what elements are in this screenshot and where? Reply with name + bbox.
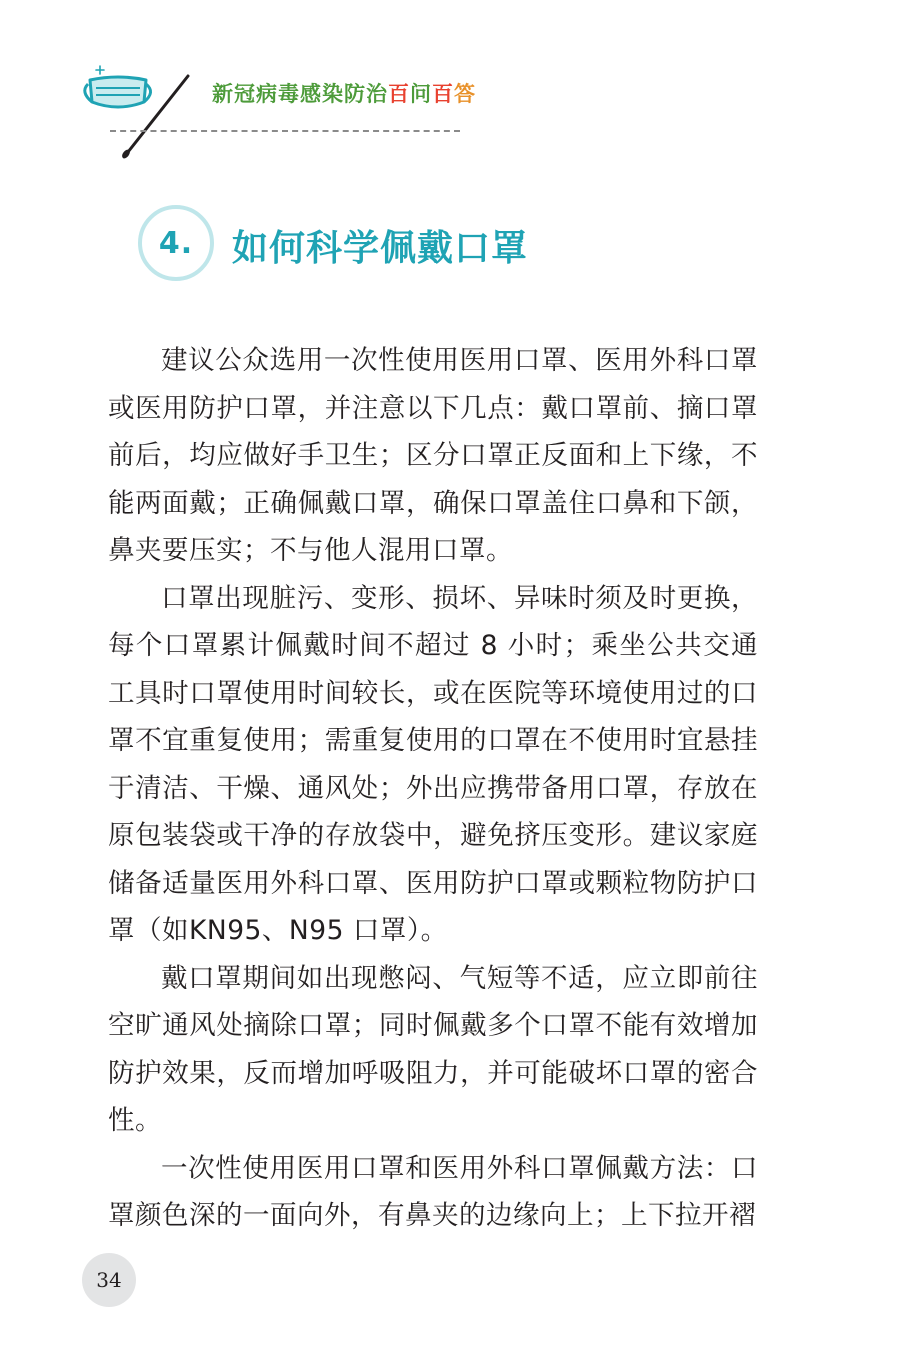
book-title: [212, 78, 476, 108]
face-mask-icon: [78, 62, 208, 172]
book-title-wen: 问: [410, 82, 432, 106]
paragraph-4: 一次性使用医用口罩和医用外科口罩佩戴方法：口罩颜色深的一面向外，有鼻夹的边缘向上；上下拉开褶: [108, 1152, 758, 1231]
page-number: 34: [96, 1268, 122, 1292]
sparkle-icon: [96, 66, 104, 74]
section-number: 4.: [158, 225, 194, 261]
paragraph-1: 建议公众选用一次性使用医用口罩、医用外科口罩或医用防护口罩，并注意以下几点：戴口罩前、摘口罩前后，均应做好手卫生；区分口罩正反面和上下缘，不能两面戴；正确佩戴口罩，确保口罩盖住口鼻和下颌，鼻夹要压实；不与他人混用口罩。: [108, 345, 758, 566]
section-title: 如何科学佩戴口罩: [232, 228, 529, 269]
book-title-main: 新冠病毒感染防治: [212, 82, 388, 106]
header-divider: [110, 130, 460, 132]
section-number-badge: [138, 205, 214, 281]
paragraph-3: 戴口罩期间如出现憋闷、气短等不适，应立即前往空旷通风处摘除口罩；同时佩戴多个口罩不能有效增加防护效果，反而增加呼吸阻力，并可能破坏口罩的密合性。: [108, 962, 758, 1136]
paragraph-2: 口罩出现脏污、变形、损坏、异味时须及时更换，每个口罩累计佩戴时间不超过 8 小时；乘坐公共交通工具时口罩使用时间较长，或在医院等环境使用过的口罩不宜重复使用；需重复使用的口罩在不使用时宜悬挂于清洁、干燥、通风处；外出应携带备用口罩，存放在原包装袋或干净的存放袋中，避免挤压变形。建议家庭储备适量医用外科口罩、医用防护口罩或颗粒物防护口罩（如KN95、N95 口罩）。: [108, 582, 758, 946]
book-title-da: 答: [454, 82, 476, 106]
page-number-badge: [82, 1253, 136, 1307]
book-title-bai-2: 百: [432, 82, 454, 106]
body-text: [108, 337, 758, 1240]
book-title-bai-1: 百: [388, 82, 410, 106]
